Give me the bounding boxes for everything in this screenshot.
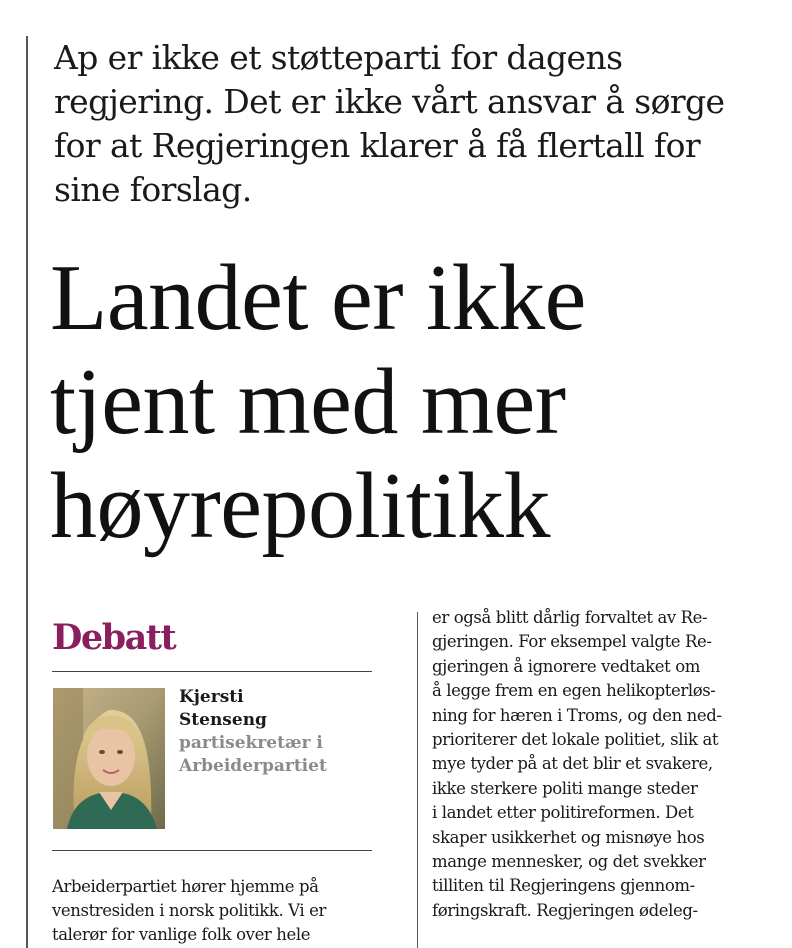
left-margin-rule (26, 36, 28, 948)
body-line: føringskraft. Regjeringen ødeleg- (432, 900, 698, 920)
headline-line: høyrepolitikk (50, 454, 550, 558)
author-name-line: Stenseng (179, 710, 267, 730)
body-line: er også blitt dårlig forvaltet av Re- (432, 608, 708, 627)
headline-line: tjent med mer (50, 350, 566, 454)
author-portrait-icon (53, 688, 165, 829)
author-byline (179, 686, 379, 778)
body-line: mye tyder på at det blir et svakere, (432, 754, 713, 774)
body-line: venstresiden i norsk politikk. Vi er (52, 901, 326, 920)
body-line: gjeringen. For eksempel valgte Re- (432, 632, 712, 652)
body-line: skaper usikkerhet og misnøye hos (432, 827, 705, 847)
column-divider (417, 612, 418, 948)
body-line: å legge frem en egen helikopterløs- (432, 681, 716, 701)
body-column-right (432, 606, 790, 923)
body-line: ikke sterkere politi mange steder (432, 778, 698, 798)
pull-quote-line: sine forslag. (54, 170, 252, 209)
article-headline (50, 246, 790, 558)
body-line: i landet etter politireformen. Det (432, 803, 694, 823)
body-line: prioriterer det lokale politiet, slik at (432, 730, 719, 750)
section-label: Debatt (52, 617, 176, 658)
pull-quote-line: for at Regjeringen klarer å få flertall for (54, 126, 701, 165)
byline-top-rule (52, 671, 372, 672)
author-role-line: partisekretær i (179, 733, 323, 753)
headline-line: Landet er ikke (50, 246, 586, 350)
body-line: gjeringen å ignorere vedtaket om (432, 656, 700, 676)
author-name-line: Kjersti (179, 687, 244, 707)
byline-bottom-rule (52, 850, 372, 851)
pull-quote-line: Ap er ikke et støtteparti for dagens (54, 38, 623, 77)
body-line: Arbeiderpartiet hører hjemme på (52, 877, 319, 896)
body-line: ning for hæren i Troms, og den ned- (432, 705, 722, 725)
author-role-line: Arbeiderpartiet (179, 756, 327, 776)
pull-quote (54, 36, 789, 212)
body-line: mange mennesker, og det svekker (432, 852, 706, 872)
body-line: tilliten til Regjeringens gjennom- (432, 876, 695, 896)
body-line: talerør for vanlige folk over hele (52, 925, 311, 944)
pull-quote-line: regjering. Det er ikke vårt ansvar å sørge (54, 82, 725, 121)
body-column-left (52, 875, 392, 947)
